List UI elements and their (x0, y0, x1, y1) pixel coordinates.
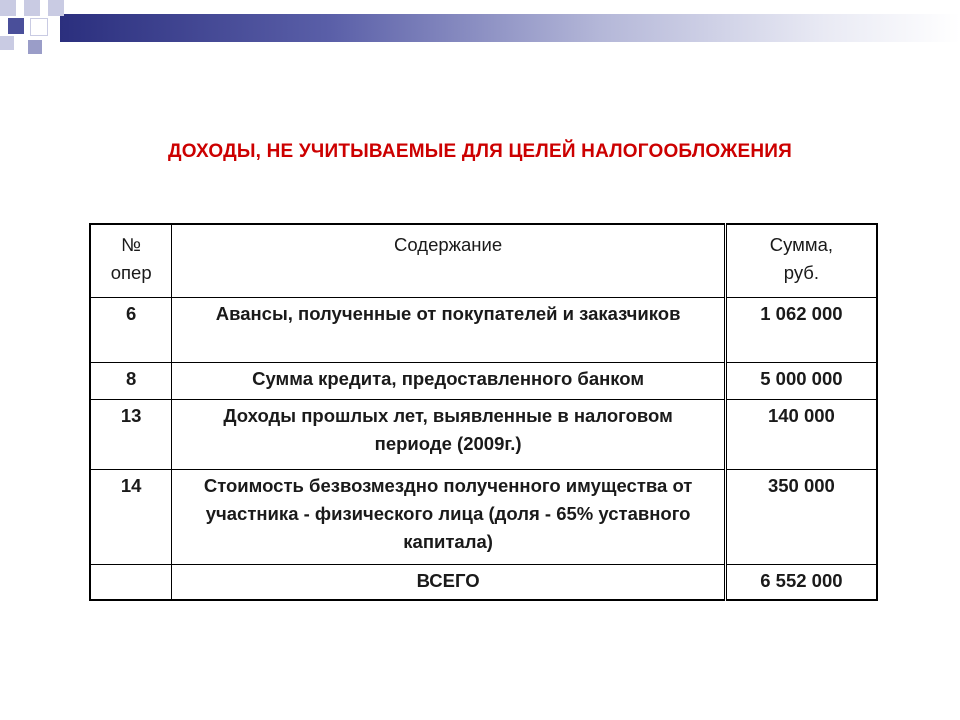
row-num: 14 (90, 470, 172, 565)
header-gradient-band (60, 14, 960, 42)
page-title: ДОХОДЫ, НЕ УЧИТЫВАЕМЫЕ ДЛЯ ЦЕЛЕЙ НАЛОГООБЛОЖЕНИЯ (168, 141, 792, 162)
table-header-row (90, 224, 877, 298)
header-sum-unit: руб. (783, 262, 820, 283)
row-sum: 5 000 000 (725, 363, 877, 400)
row-sum: 140 000 (725, 400, 877, 470)
decor-square (8, 18, 24, 34)
total-sum: 6 552 000 (725, 565, 877, 601)
row-num: 8 (90, 363, 172, 400)
header-sum (725, 224, 877, 298)
row-content: Доходы прошлых лет, выявленные в налоговом периоде (2009г.) (172, 400, 725, 470)
income-table (89, 223, 878, 601)
row-sum: 1 062 000 (725, 298, 877, 363)
decor-square (48, 0, 64, 16)
row-content: Авансы, полученные от покупателей и заказчиков (172, 298, 725, 363)
decor-square (28, 40, 42, 54)
table-row (90, 400, 877, 470)
row-num: 6 (90, 298, 172, 363)
row-num: 13 (90, 400, 172, 470)
row-content: Сумма кредита, предоставленного банком (172, 363, 725, 400)
row-content: Стоимость безвозмездно полученного имущества от участника - физического лица (доля - 65% уставного капитала) (172, 470, 725, 565)
decor-square (24, 0, 40, 16)
header-num-symbol: № (121, 234, 142, 255)
header-num (90, 224, 172, 298)
decor-square (0, 0, 16, 16)
total-label: ВСЕГО (172, 565, 725, 601)
header-num-label: опер (110, 262, 152, 283)
header-content: Содержание (172, 224, 725, 298)
row-sum: 350 000 (725, 470, 877, 565)
decor-square (30, 18, 48, 36)
table-row (90, 363, 877, 400)
table-row (90, 298, 877, 363)
table-row (90, 470, 877, 565)
header-sum-label: Сумма, (769, 234, 834, 255)
decor-square (0, 36, 14, 50)
total-num (90, 565, 172, 601)
table-total-row (90, 565, 877, 601)
header-decoration (0, 0, 960, 60)
